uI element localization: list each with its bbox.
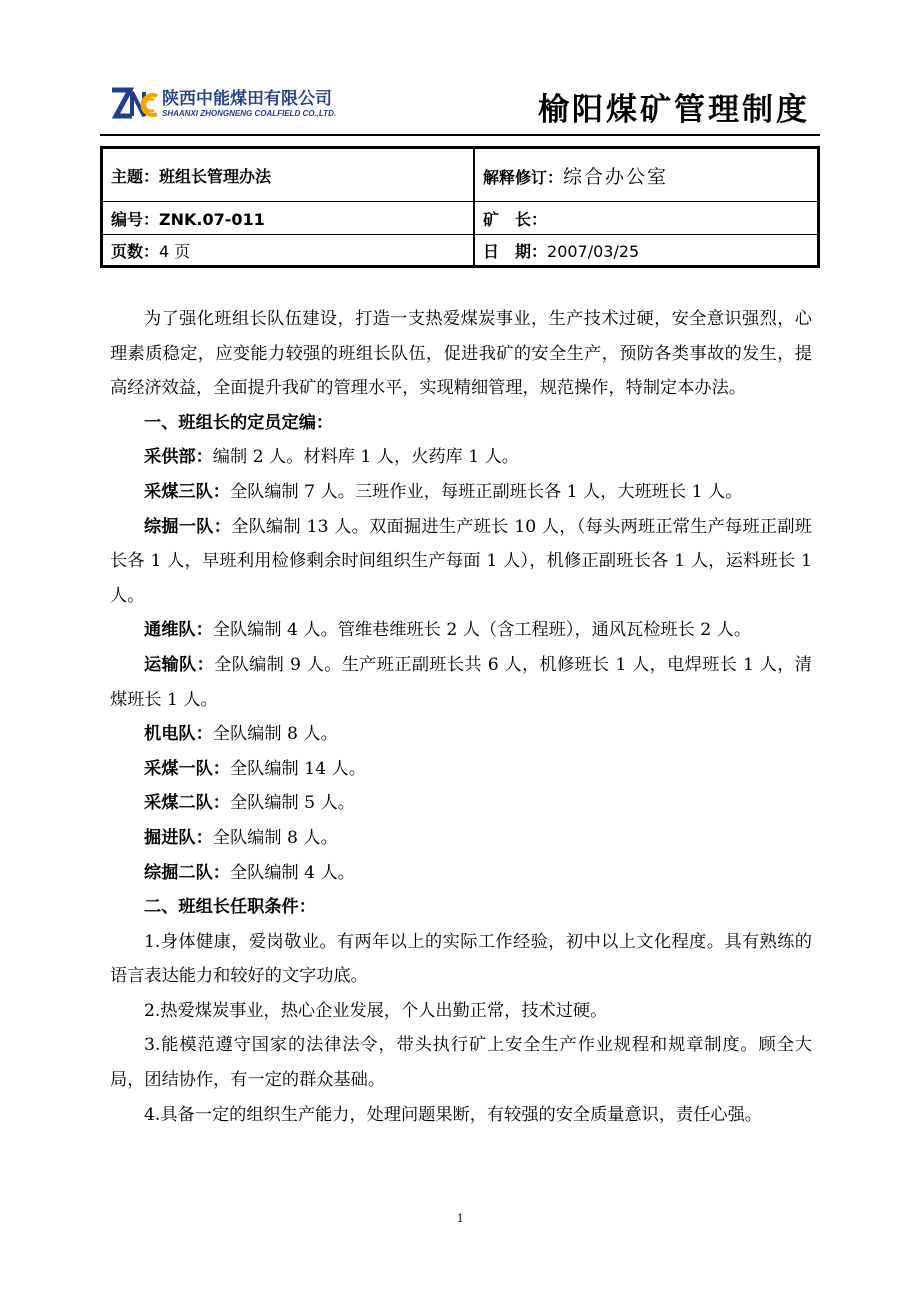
condition-item: 2.热爱煤炭事业，热心企业发展，个人出勤正常，技术过硬。 xyxy=(144,1000,608,1021)
number-cell xyxy=(102,202,475,235)
page-number: 1 xyxy=(456,1210,464,1225)
condition-item: 4.具备一定的组织生产能力，处理问题果断，有较强的安全质量意识，责任心强。 xyxy=(144,1104,762,1125)
staffing-item: 通维队：全队编制 4 人。管维巷维班长 2 人（含工程班），通风瓦检班长 2 人。 xyxy=(144,620,752,641)
revision-value: 综合办公室 xyxy=(563,165,669,188)
condition-item: 1.身体健康，爱岗敬业。有两年以上的实际工作经验，初中以上文化程度。具有熟练的语言表达能力和较好的文字功底。 xyxy=(110,931,812,987)
pages-label: 页数： xyxy=(111,241,160,261)
staffing-item: 采供部：编制 2 人。材料库 1 人，火药库 1 人。 xyxy=(144,447,519,468)
staffing-item: 采煤一队：全队编制 14 人。 xyxy=(144,758,366,779)
director-label: 矿 长： xyxy=(483,209,548,229)
staffing-item: 综掘一队：全队编制 13 人。双面掘进生产班长 10 人，（每头两班正常生产每班正副班长各 1 人，早班利用检修剩余时间组织生产每面 1 人），机修正副班长各 1 人，运料班长 1 人。 xyxy=(110,516,812,606)
condition-item: 3.能模范遵守国家的法律法令，带头执行矿上安全生产作业规程和规章制度。顾全大局，团结协作，有一定的群众基础。 xyxy=(110,1035,812,1091)
staffing-item: 采煤二队：全队编制 5 人。 xyxy=(144,793,355,814)
company-logo xyxy=(110,86,336,122)
subject-cell xyxy=(102,148,475,202)
director-cell xyxy=(474,202,819,235)
pages-cell xyxy=(102,235,475,267)
staffing-item: 采煤三队：全队编制 7 人。三班作业，每班正副班长各 1 人，大班班长 1 人。 xyxy=(144,481,743,502)
company-name-en: SHAANXI ZHONGNENG COALFIELD CO.,LTD. xyxy=(162,109,337,118)
staffing-item: 运输队：全队编制 9 人。生产班正副班长共 6 人，机修班长 1 人，电焊班长 1 人，清煤班长 1 人。 xyxy=(110,654,812,710)
subject-value: 班组长管理办法 xyxy=(159,166,272,186)
subject-label: 主题： xyxy=(111,166,160,186)
document-body xyxy=(110,302,812,1132)
revision-cell xyxy=(474,148,819,202)
intro-paragraph: 为了强化班组长队伍建设，打造一支热爱煤炭事业，生产技术过硬，安全意识强烈，心理素质稳定，应变能力较强的班组长队伍，促进我矿的安全生产，预防各类事故的发生，提高经济效益，全面提升我矿的管理水平，实现精细管理，规范操作，特制定本办法。 xyxy=(110,309,812,399)
header-divider xyxy=(100,134,820,136)
date-value: 2007/03/25 xyxy=(547,241,640,261)
document-info-table xyxy=(100,146,820,268)
number-value: ZNK.07-011 xyxy=(159,209,265,229)
number-label: 编号： xyxy=(111,209,160,229)
revision-label: 解释修订： xyxy=(483,167,564,187)
date-label: 日 期： xyxy=(483,241,548,261)
company-name-cn: 陕西中能煤田有限公司 xyxy=(162,89,332,109)
section-1-heading: 一、班组长的定员定编： xyxy=(144,412,334,433)
staffing-item: 机电队：全队编制 8 人。 xyxy=(144,724,338,745)
zn-logo-icon xyxy=(110,86,158,122)
date-cell xyxy=(474,235,819,267)
staffing-item: 综掘二队：全队编制 4 人。 xyxy=(144,862,355,883)
document-title: 榆阳煤矿管理制度 xyxy=(538,92,810,128)
staffing-item: 掘进队：全队编制 8 人。 xyxy=(144,827,338,848)
pages-value: 4 页 xyxy=(159,241,191,261)
section-2-heading: 二、班组长任职条件： xyxy=(144,897,316,918)
